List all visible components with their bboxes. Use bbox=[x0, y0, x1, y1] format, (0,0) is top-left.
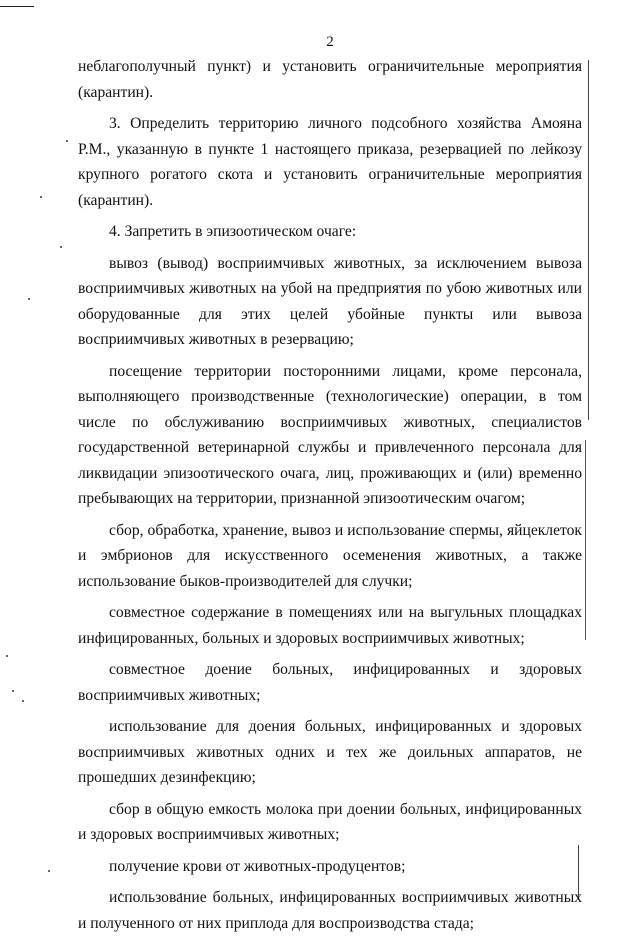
paragraph: совместное доение больных, инфицированных и здоровых восприимчивых животных; bbox=[78, 661, 582, 704]
scan-speck bbox=[12, 690, 14, 692]
paragraph: посещение территории посторонними лицами, кроме персонала, выполняющего производственные (технологические) операции, в том числе по обслуживанию восприимчивых животных, специалистов государственной ветеринарной службы и привлеченного персонала для ликвидации эпизоотического очага, лиц, проживающих и (или) временно пребывающих на территории, признанной эпизоотическим очагом; bbox=[78, 362, 582, 507]
scan-speck bbox=[6, 655, 8, 657]
paragraph: сбор, обработка, хранение, вывоз и использование спермы, яйцеклеток и эмбрионов для искусственного осеменения животных, а также использование быков-производителей для случки; bbox=[78, 521, 582, 590]
paragraph: неблагополучный пункт) и установить ограничительные мероприятия (карантин). bbox=[78, 58, 582, 101]
scan-edge-line-top-left bbox=[0, 6, 34, 7]
paragraph: использование больных, инфицированных восприимчивых животных и полученного от них приплода для воспроизводства стада; bbox=[78, 889, 582, 932]
scan-speck bbox=[66, 140, 68, 142]
scan-edge-line-right bbox=[588, 60, 589, 420]
paragraph: использование для доения больных, инфицированных и здоровых восприимчивых животных одних и тех же доильных аппаратов, не прошедших дезинфекцию; bbox=[78, 718, 582, 786]
scan-speck bbox=[60, 246, 62, 248]
document-body bbox=[78, 54, 582, 936]
paragraph: вывоз (вывод) восприимчивых животных, за исключением вывоза восприимчивых животных на убой на предприятия по убою животных или оборудованные для этих целей убойные пункты или вывоза восприимчивых животных в резервацию; bbox=[78, 254, 582, 348]
paragraph: совместное содержание в помещениях или на выгульных площадках инфицированных, больных и здоровых восприимчивых животных; bbox=[78, 604, 582, 647]
paragraph: 4. Запретить в эпизоотическом очаге: bbox=[109, 223, 357, 240]
scan-speck bbox=[22, 700, 24, 702]
scan-edge-line-right-lower bbox=[585, 440, 586, 640]
scan-speck bbox=[40, 196, 42, 198]
scan-speck bbox=[28, 298, 30, 300]
scan-speck bbox=[48, 870, 50, 872]
page-number: 2 bbox=[326, 34, 334, 50]
paragraph: получение крови от животных-продуцентов; bbox=[109, 857, 406, 875]
paragraph: сбор в общую емкость молока при доении больных, инфицированных и здоровых восприимчивых животных; bbox=[78, 800, 582, 843]
paragraph: 3. Определить территорию личного подсобного хозяйства Амояна Р.М., указанную в пункте 1 настоящего приказа, резервацией по лейкозу крупного рогатого скота и установить ограничительные мероприятия (карантин). bbox=[78, 115, 582, 209]
